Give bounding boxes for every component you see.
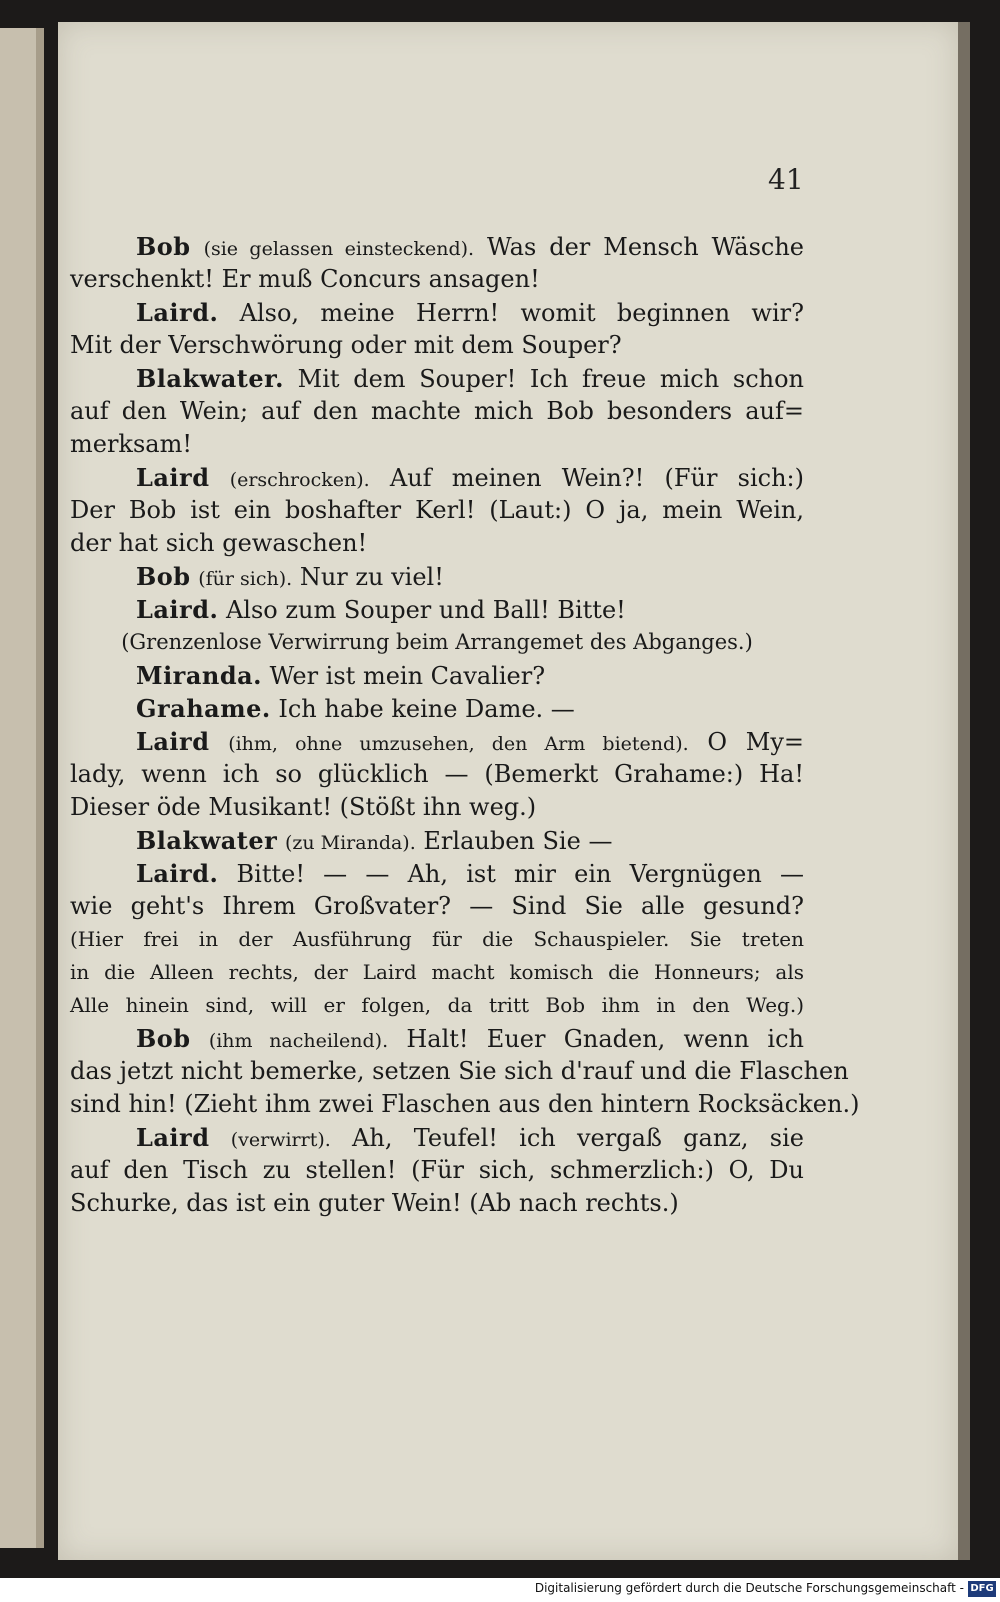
stage-direction: (ihm nacheilend).	[208, 1030, 389, 1052]
line-text: Also zum Souper und Ball! Bitte!	[225, 596, 626, 624]
text-line	[70, 989, 804, 1022]
line-text: sind hin! (Zieht ihm zwei Flaschen aus den hintern Rocksäcken.)	[70, 1090, 860, 1118]
stage-direction: (erschrocken).	[229, 469, 370, 491]
text-line	[70, 1187, 804, 1220]
text-line	[70, 527, 804, 560]
line-text: verschenkt! Er muß Concurs ansagen!	[70, 265, 540, 293]
text-line	[70, 428, 804, 461]
speaker-name: Grahame.	[136, 694, 271, 723]
line-text: Auf meinen Wein?! (Für sich:)	[389, 464, 804, 492]
text-line	[70, 1055, 849, 1088]
text-line	[70, 494, 804, 527]
text-line	[70, 1154, 804, 1187]
stage-direction: (ihm, ohne umzusehen, den Arm bietend).	[228, 733, 689, 755]
speaker-name: Bob	[136, 562, 191, 591]
text-line	[70, 956, 804, 989]
line-text: der hat sich gewaschen!	[70, 529, 368, 557]
speaker-name: Miranda.	[136, 661, 263, 690]
text-line	[70, 890, 804, 923]
line-text: Was der Mensch Wäsche	[487, 233, 804, 261]
line-text: Dieser öde Musikant! (Stößt ihn weg.)	[70, 793, 537, 821]
text-line	[70, 263, 804, 296]
text-line	[70, 395, 804, 428]
line-text: Erlauben Sie —	[423, 827, 613, 855]
text-line	[70, 296, 804, 329]
text-line	[70, 1121, 804, 1154]
text-line	[70, 593, 804, 626]
line-text: merksam!	[70, 430, 193, 458]
line-text: auf den Wein; auf den machte mich Bob besonders auf=	[70, 397, 804, 425]
text-line	[70, 560, 804, 593]
text-line	[70, 329, 804, 362]
dfg-logo[interactable]: DFG	[968, 1581, 996, 1597]
play-text	[70, 230, 860, 1220]
text-line	[70, 362, 804, 395]
speaker-name: Laird.	[136, 859, 219, 888]
line-text: lady, wenn ich so glücklich — (Bemerkt Grahame:) Ha!	[70, 760, 804, 788]
line-text: Bitte! — — Ah, ist mir ein Vergnügen —	[236, 860, 804, 888]
line-text: Schurke, das ist ein guter Wein! (Ab nach rechts.)	[70, 1189, 679, 1217]
text-line	[70, 824, 804, 857]
page-edge-shadow	[958, 22, 970, 1560]
speaker-name: Laird.	[136, 595, 219, 624]
line-text: Ah, Teufel! ich vergaß ganz, sie	[352, 1124, 804, 1152]
text-line	[70, 857, 804, 890]
line-text: Halt! Euer Gnaden, wenn ich	[406, 1025, 804, 1053]
footer-credit: Digitalisierung gefördert durch die Deutsche Forschungsgemeinschaft -	[534, 1581, 964, 1595]
line-text: auf den Tisch zu stellen! (Für sich, schmerzlich:) O, Du	[70, 1156, 804, 1184]
text-line	[70, 923, 804, 956]
text-line	[70, 692, 804, 725]
speaker-name: Blakwater.	[136, 364, 284, 393]
line-text: Also, meine Herrn! womit beginnen wir?	[239, 299, 804, 327]
text-line	[70, 461, 804, 494]
left-page-edge	[0, 28, 44, 1548]
text-line	[70, 626, 804, 659]
line-text: das jetzt nicht bemerke, setzen Sie sich d'rauf und die Flaschen	[70, 1057, 849, 1085]
speaker-name: Laird	[136, 463, 210, 492]
stage-direction: (verwirrt).	[230, 1129, 331, 1151]
text-line	[70, 1088, 860, 1121]
line-text: Ich habe keine Dame. —	[278, 695, 575, 723]
line-text: Wer ist mein Cavalier?	[269, 662, 546, 690]
text-line	[70, 659, 804, 692]
line-text: Mit der Verschwörung oder mit dem Souper?	[70, 331, 622, 359]
text-line	[70, 791, 804, 824]
stage-direction: (für sich).	[198, 568, 293, 590]
speaker-name: Blakwater	[136, 826, 278, 855]
line-text: Der Bob ist ein boshafter Kerl! (Laut:) O ja, mein Wein,	[70, 496, 804, 524]
speaker-name: Bob	[136, 232, 191, 261]
line-text: wie geht's Ihrem Großvater? — Sind Sie alle gesund?	[70, 892, 804, 920]
line-text: Mit dem Souper! Ich freue mich schon	[297, 365, 804, 393]
line-text: (Grenzenlose Verwirrung beim Arrangemet des Abganges.)	[121, 630, 753, 654]
text-line	[70, 1022, 804, 1055]
speaker-name: Laird.	[136, 298, 219, 327]
line-text: Nur zu viel!	[299, 563, 444, 591]
speaker-name: Laird	[136, 727, 210, 756]
speaker-name: Bob	[136, 1024, 191, 1053]
line-text: Alle hinein sind, will er folgen, da tritt Bob ihm in den Weg.)	[70, 993, 804, 1017]
page-number: 41	[768, 163, 804, 196]
line-text: (Hier frei in der Ausführung für die Schauspieler. Sie treten	[70, 927, 804, 951]
text-line	[70, 725, 804, 758]
line-text: in die Alleen rechts, der Laird macht komisch die Honneurs; als	[70, 960, 804, 984]
text-line	[70, 758, 804, 791]
stage-direction: (sie gelassen einsteckend).	[203, 238, 475, 260]
stage-direction: (zu Miranda).	[284, 832, 416, 854]
text-line	[70, 230, 804, 263]
footer-bar	[0, 1578, 1000, 1602]
line-text: O My=	[707, 728, 804, 756]
speaker-name: Laird	[136, 1123, 210, 1152]
